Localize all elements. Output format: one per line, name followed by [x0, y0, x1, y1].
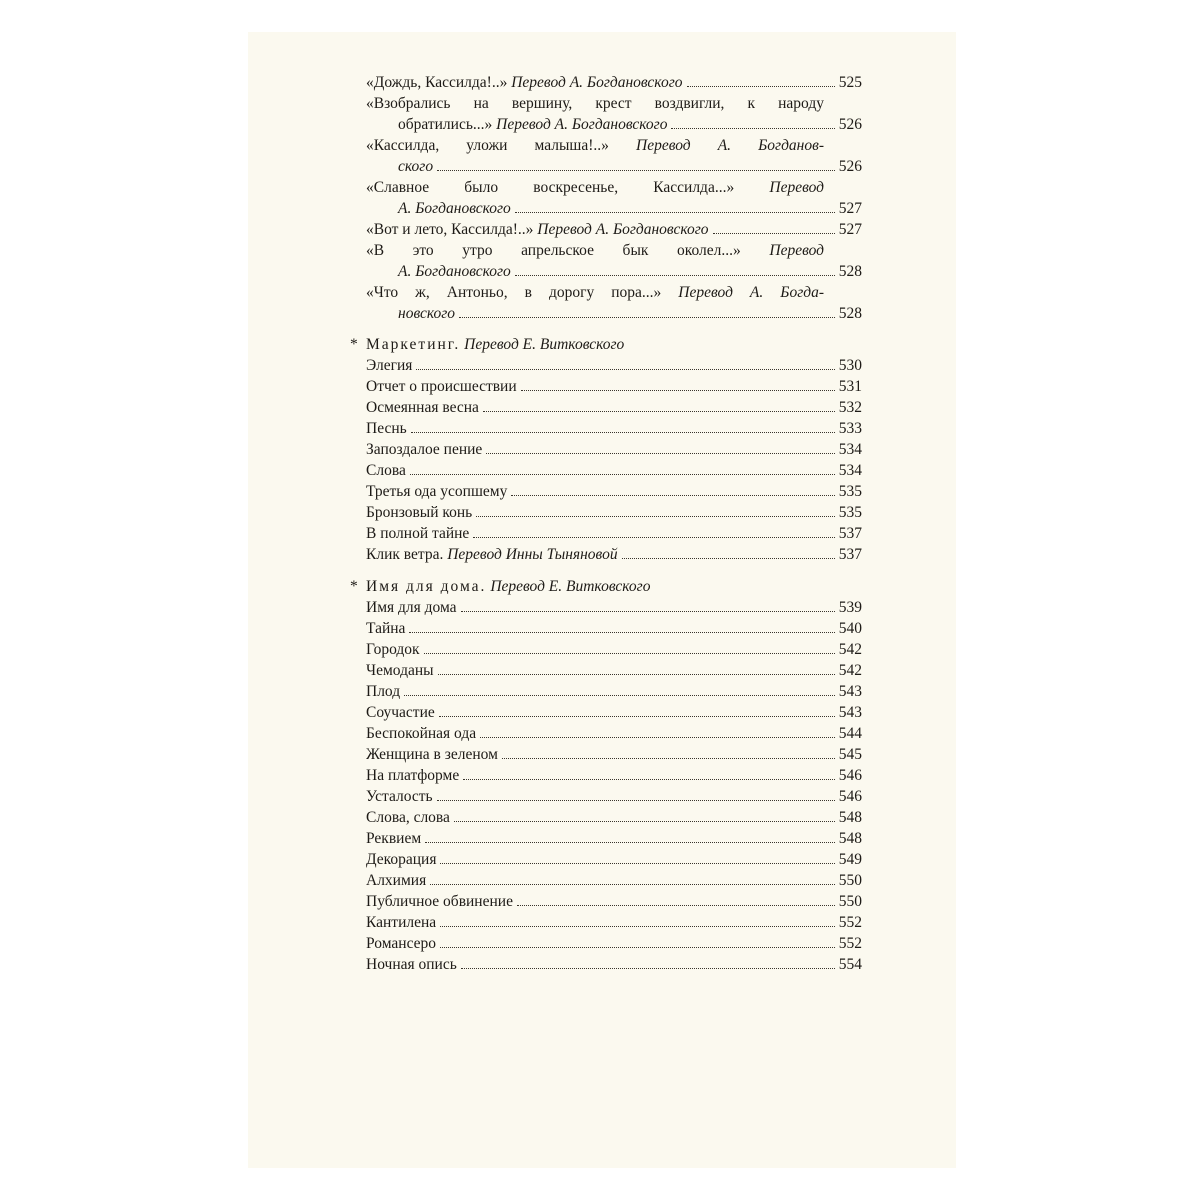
toc-entry: [366, 912, 862, 933]
page-number: 546: [838, 788, 862, 805]
entry-translator: Перевод Инны Тыняновой: [447, 546, 618, 563]
page-number: 528: [838, 263, 862, 280]
section-heading: [350, 334, 862, 355]
entry-title: В полной тайне: [366, 525, 470, 542]
toc-entry: [366, 618, 862, 639]
page-number: 530: [838, 357, 862, 374]
toc-entry: [366, 849, 862, 870]
toc-entry: [366, 135, 862, 177]
page-number: 534: [838, 441, 862, 458]
dot-leader: [425, 842, 835, 843]
toc-entry: [366, 282, 862, 324]
entry-title: Третья ода усопшему: [366, 483, 508, 500]
toc-entry: [366, 397, 862, 418]
page-number: 528: [838, 305, 862, 322]
toc-entry: [366, 765, 862, 786]
page-number: 552: [838, 914, 862, 931]
page-number: 546: [838, 767, 862, 784]
page-number: 550: [838, 872, 862, 889]
page-number: 548: [838, 809, 862, 826]
section-translator: Перевод Е. Витковского: [464, 336, 625, 353]
dot-leader: [486, 453, 834, 454]
dot-leader: [476, 516, 835, 517]
entry-title: Чемоданы: [366, 662, 434, 679]
dot-leader: [424, 653, 835, 654]
dot-leader: [454, 821, 835, 822]
toc-entry: [366, 702, 862, 723]
page-number: 533: [838, 420, 862, 437]
entry-title: «В это утро апрельское бык околел...»: [366, 242, 741, 259]
dot-leader: [409, 632, 834, 633]
dot-leader: [483, 411, 835, 412]
entry-translator: Перевод А. Богдановского: [537, 221, 709, 238]
asterisk-mark: *: [350, 578, 358, 595]
dot-leader: [622, 558, 835, 559]
toc-entry: [366, 660, 862, 681]
dot-leader: [440, 926, 835, 927]
entry-title: Плод: [366, 683, 401, 700]
toc-entry: [366, 93, 862, 135]
page-number: 550: [838, 893, 862, 910]
toc-entry: [366, 376, 862, 397]
entry-title: Реквием: [366, 830, 422, 847]
entry-title-cont: обратились...»: [398, 116, 493, 133]
entry-title: Тайна: [366, 620, 406, 637]
toc-entry: [366, 219, 862, 240]
page-number: 537: [838, 546, 862, 563]
page-number: 535: [838, 504, 862, 521]
page-number: 554: [838, 956, 862, 973]
dot-leader: [437, 800, 835, 801]
page-number: 540: [838, 620, 862, 637]
entry-title: Слова: [366, 462, 406, 479]
dot-leader: [463, 779, 835, 780]
entry-title: Соучастие: [366, 704, 435, 721]
entry-title: «Что ж, Антоньо, в дорогу пора...»: [366, 284, 662, 301]
entry-title: Песнь: [366, 420, 407, 437]
page-number: 548: [838, 830, 862, 847]
toc-entry: [366, 639, 862, 660]
entry-title: «Кассилда, уложи малыша!..»: [366, 137, 609, 154]
page-number: 549: [838, 851, 862, 868]
entry-title: Беспокойная ода: [366, 725, 477, 742]
page-number: 542: [838, 641, 862, 658]
dot-leader: [411, 432, 835, 433]
section-title: Имя для дома.: [366, 578, 487, 595]
entry-translator: Перевод А. Богда-: [678, 284, 824, 301]
page-number: 544: [838, 725, 862, 742]
page-number: 526: [838, 158, 862, 175]
page-number: 542: [838, 662, 862, 679]
entry-title: «Славное было воскресенье, Кассилда...»: [366, 179, 735, 196]
toc-entry: [366, 72, 862, 93]
dot-leader: [438, 674, 835, 675]
page-number: 526: [838, 116, 862, 133]
dot-leader: [440, 863, 834, 864]
page-number: 545: [838, 746, 862, 763]
dot-leader: [515, 275, 835, 276]
entry-title: Бронзовый конь: [366, 504, 473, 521]
entry-title: Запоздалое пение: [366, 441, 483, 458]
section-items: [366, 597, 862, 975]
entry-title: Публичное обвинение: [366, 893, 513, 910]
dot-leader: [713, 233, 835, 234]
toc-entry: [366, 177, 862, 219]
entry-translator-cont: новского: [398, 305, 456, 322]
toc-entry: [366, 240, 862, 282]
entry-title: «Дождь, Кассилда!..»: [366, 74, 508, 91]
dot-leader: [521, 390, 835, 391]
toc-entry: [366, 807, 862, 828]
entry-translator-cont: ского: [398, 158, 434, 175]
entry-translator: Перевод: [769, 242, 824, 259]
entry-translator: Перевод А. Богдановского: [496, 116, 668, 133]
dot-leader: [517, 905, 835, 906]
toc-entry: [366, 870, 862, 891]
toc-entry: [366, 597, 862, 618]
entry-title: «Взобрались на вершину, крест воздвигли, к народу: [366, 95, 824, 112]
section-items: [366, 355, 862, 565]
entry-title: Клик ветра.: [366, 546, 444, 563]
toc-entry: [366, 523, 862, 544]
dot-leader: [515, 212, 835, 213]
entry-title: Отчет о происшествии: [366, 378, 517, 395]
toc-entry: [366, 460, 862, 481]
table-of-contents: [350, 72, 862, 975]
section-heading: [350, 576, 862, 597]
entry-translator: Перевод А. Богданов-: [636, 137, 824, 154]
dot-leader: [437, 170, 835, 171]
page-number: 535: [838, 483, 862, 500]
page-number: 527: [838, 200, 862, 217]
entry-translator: Перевод А. Богдановского: [511, 74, 683, 91]
entry-title: На платформе: [366, 767, 460, 784]
page-number: 532: [838, 399, 862, 416]
entry-translator: Перевод: [769, 179, 824, 196]
dot-leader: [439, 716, 835, 717]
toc-entry: [366, 481, 862, 502]
page-number: 531: [838, 378, 862, 395]
dot-leader: [671, 128, 834, 129]
entry-title: Ночная опись: [366, 956, 457, 973]
page-number: 525: [838, 74, 862, 91]
toc-entry: [366, 933, 862, 954]
entry-title: Декорация: [366, 851, 437, 868]
entry-title: Слова, слова: [366, 809, 450, 826]
dot-leader: [416, 369, 834, 370]
toc-entry: [366, 786, 862, 807]
entry-translator-cont: А. Богдановского: [398, 263, 511, 280]
dot-leader: [430, 884, 835, 885]
dot-leader: [502, 758, 835, 759]
asterisk-mark: *: [350, 336, 358, 353]
toc-entry: [366, 502, 862, 523]
entry-title: Городок: [366, 641, 420, 658]
page-number: 537: [838, 525, 862, 542]
page-number: 552: [838, 935, 862, 952]
toc-entry: [366, 828, 862, 849]
entry-title: Элегия: [366, 357, 413, 374]
dot-leader: [511, 495, 834, 496]
dot-leader: [687, 86, 835, 87]
entry-title: Имя для дома: [366, 599, 457, 616]
toc-entry: [366, 418, 862, 439]
entry-title: Алхимия: [366, 872, 427, 889]
entry-title: Женщина в зеленом: [366, 746, 498, 763]
toc-entry: [366, 544, 862, 565]
dot-leader: [410, 474, 835, 475]
dot-leader: [404, 695, 835, 696]
page-number: 539: [838, 599, 862, 616]
entry-title: «Вот и лето, Кассилда!..»: [366, 221, 534, 238]
page-number: 543: [838, 683, 862, 700]
dot-leader: [461, 968, 835, 969]
toc-entry: [366, 954, 862, 975]
entry-title: Осмеянная весна: [366, 399, 479, 416]
page-number: 527: [838, 221, 862, 238]
dot-leader: [440, 947, 835, 948]
entry-title: Кантилена: [366, 914, 437, 931]
dot-leader: [473, 537, 834, 538]
section-translator: Перевод Е. Витковского: [490, 578, 651, 595]
toc-entry: [366, 744, 862, 765]
dot-leader: [461, 611, 835, 612]
dot-leader: [459, 317, 835, 318]
toc-entry: [366, 723, 862, 744]
dot-leader: [480, 737, 835, 738]
toc-entry: [366, 439, 862, 460]
entry-title: Усталость: [366, 788, 433, 805]
section-title: Маркетинг.: [366, 336, 461, 353]
toc-entry: [366, 891, 862, 912]
page-number: 534: [838, 462, 862, 479]
entry-translator-cont: А. Богдановского: [398, 200, 511, 217]
page-number: 543: [838, 704, 862, 721]
toc-entry: [366, 355, 862, 376]
entry-title: Романсеро: [366, 935, 437, 952]
toc-entry: [366, 681, 862, 702]
